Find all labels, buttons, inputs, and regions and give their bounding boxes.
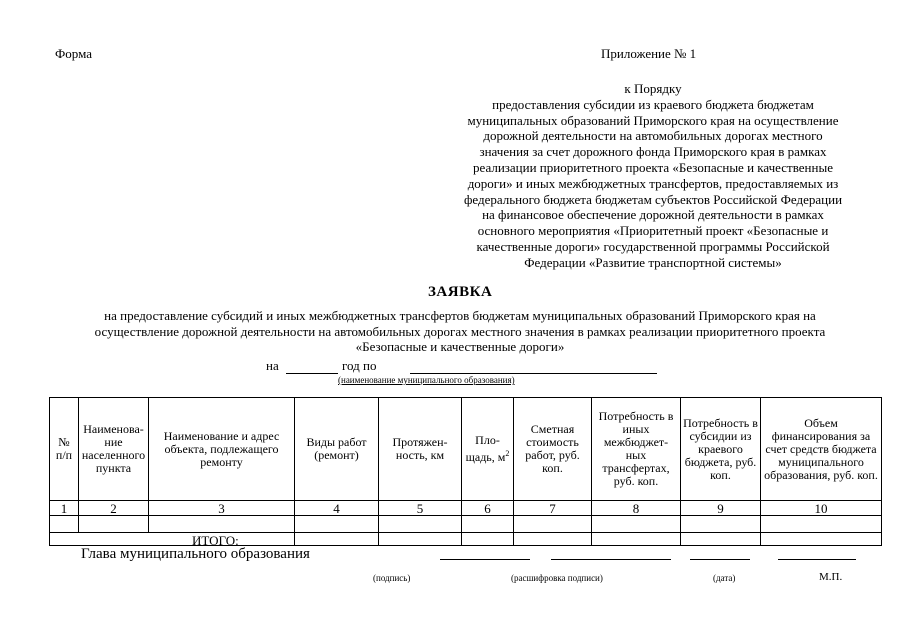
signature-line bbox=[440, 559, 530, 560]
table-cell bbox=[149, 516, 295, 533]
table-cell bbox=[514, 516, 592, 533]
transcript-caption: (расшифровка подписи) bbox=[511, 573, 603, 583]
column-number: 8 bbox=[592, 501, 681, 516]
table-cell bbox=[592, 533, 681, 546]
table-cell bbox=[514, 533, 592, 546]
appendix-line: муниципальных образований Приморского края на осуществление bbox=[467, 112, 839, 128]
header-cell: Сметная стоимость работ, руб. коп. bbox=[514, 398, 592, 501]
column-number: 4 bbox=[295, 501, 379, 516]
stamp-caption: М.П. bbox=[819, 571, 843, 583]
request-table bbox=[49, 397, 882, 546]
appendix-line: Федерации «Развитие транспортной системы» bbox=[524, 254, 782, 270]
transcript-line bbox=[551, 559, 671, 560]
table-header-row bbox=[50, 398, 882, 501]
table-cell bbox=[295, 516, 379, 533]
column-number: 1 bbox=[50, 501, 79, 516]
signature-caption: (подпись) bbox=[373, 573, 411, 583]
head-signature-label: Глава муниципального образования bbox=[81, 546, 310, 562]
appendix-line: реализации приоритетного проекта «Безопасные и качественные bbox=[473, 159, 833, 175]
table-cell bbox=[681, 533, 761, 546]
column-number: 9 bbox=[681, 501, 761, 516]
appendix-line: предоставления субсидии из краевого бюджета бюджетам bbox=[492, 96, 814, 112]
document-title: ЗАЯВКА bbox=[428, 284, 493, 300]
table-cell bbox=[79, 516, 149, 533]
period-god-po: год по bbox=[342, 358, 377, 373]
appendix-line: дороги» и иных межбюджетных трансфертов, предоставляемых из bbox=[467, 175, 839, 191]
column-number: 10 bbox=[761, 501, 882, 516]
total-label: ИТОГО: bbox=[192, 533, 239, 548]
header-cell: Протяжен-ность, км bbox=[379, 398, 462, 501]
appendix-line: к Порядку bbox=[624, 81, 682, 96]
stamp-line bbox=[778, 559, 856, 560]
table-cell bbox=[462, 516, 514, 533]
date-line bbox=[690, 559, 750, 560]
purpose-text bbox=[40, 308, 880, 355]
area-superscript: 2 bbox=[505, 449, 510, 458]
appendix-line: федерального бюджета бюджетам субъектов Российской Федерации bbox=[463, 191, 843, 207]
column-number: 2 bbox=[79, 501, 149, 516]
header-cell-area bbox=[462, 398, 514, 501]
total-row bbox=[50, 533, 882, 546]
header-cell: Объем финансирования за счет средств бюджета муниципального образования, руб. коп. bbox=[761, 398, 882, 501]
appendix-reference bbox=[428, 81, 878, 271]
column-number-row bbox=[50, 501, 882, 516]
purpose-line: осуществление дорожной деятельности на автомобильных дорогах местного значения в рамках реализации приоритетного проекта bbox=[94, 323, 826, 339]
table-cell bbox=[379, 533, 462, 546]
header-cell: Наименование и адрес объекта, подлежащего ремонту bbox=[149, 398, 295, 501]
column-number: 6 bbox=[462, 501, 514, 516]
table-cell bbox=[462, 533, 514, 546]
appendix-line: дорожной деятельности на автомобильных дорогах местного bbox=[483, 128, 823, 144]
header-cell: Потребность в субсидии из краевого бюджета, руб. коп. bbox=[681, 398, 761, 501]
form-label: Форма bbox=[55, 46, 92, 61]
municipality-line bbox=[410, 373, 657, 374]
header-cell: Потребность в иных межбюджет-ных трансфертах, руб. коп. bbox=[592, 398, 681, 501]
appendix-line: на финансовое обеспечение дорожной деятельности в рамках bbox=[482, 207, 824, 223]
header-cell: Виды работ (ремонт) bbox=[295, 398, 379, 501]
year-from-line bbox=[286, 373, 338, 374]
table-cell bbox=[761, 533, 882, 546]
table-row bbox=[50, 516, 882, 533]
column-number: 3 bbox=[149, 501, 295, 516]
purpose-line: на предоставление субсидий и иных межбюджетных трансфертов бюджетам муниципальных образований Приморского края на bbox=[104, 308, 816, 323]
appendix-line: значения за счет дорожного фонда Приморского края в рамках bbox=[479, 144, 827, 160]
date-caption: (дата) bbox=[713, 573, 736, 583]
total-label-cell bbox=[50, 533, 295, 546]
table-cell bbox=[379, 516, 462, 533]
appendix-line: основного мероприятия «Приоритетный проект «Безопасные и bbox=[477, 223, 829, 239]
table-cell bbox=[761, 516, 882, 533]
header-cell: № п/п bbox=[50, 398, 79, 501]
table-cell bbox=[50, 516, 79, 533]
area-header-text: Пло-щадь, м bbox=[465, 433, 506, 464]
period-na: на bbox=[266, 358, 279, 373]
column-number: 7 bbox=[514, 501, 592, 516]
purpose-line: «Безопасные и качественные дороги» bbox=[355, 339, 565, 354]
table-cell bbox=[592, 516, 681, 533]
appendix-label: Приложение № 1 bbox=[601, 46, 697, 61]
appendix-line: качественные дороги» государственной программы Российской bbox=[476, 238, 830, 254]
column-number: 5 bbox=[379, 501, 462, 516]
municipality-caption: (наименование муниципального образования) bbox=[338, 375, 515, 385]
table-cell bbox=[681, 516, 761, 533]
table-cell bbox=[295, 533, 379, 546]
header-cell: Наименова-ние населенного пункта bbox=[79, 398, 149, 501]
